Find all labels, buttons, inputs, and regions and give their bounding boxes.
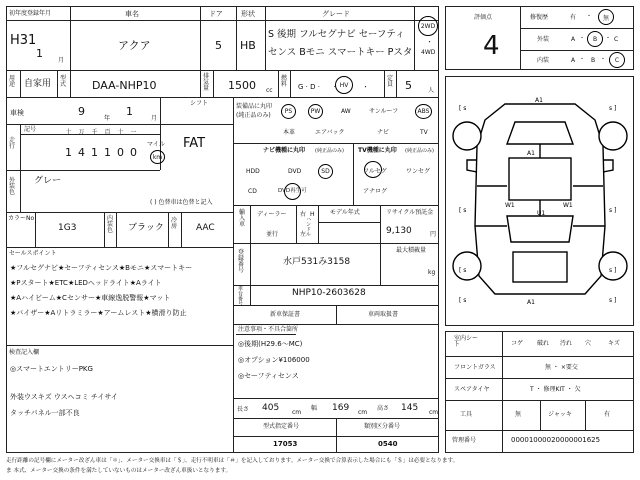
seat-opt-ana: 穴 [585,340,592,347]
equipment-label: 装備品に丸印 [236,103,273,110]
navi-cd: CD [248,188,257,195]
plate-label: 登録番号 [238,249,245,274]
fuel-hv-circle: HV [335,76,353,94]
ext-grade-label: 外装 [537,36,550,43]
drive-4wd: 4WD [421,49,436,56]
tv-oneseg: ワンセグ [406,168,431,175]
sales-points-label: セールスポイント [9,250,57,257]
mileage-label: 走行 [9,137,16,150]
tv-fullseg: フルセグ [363,168,387,175]
mileage-digits: 1 4 1 1 0 0 [65,146,137,159]
equip-navi: ナビ [377,129,390,136]
inspection-month: 1 [126,105,133,118]
seat-opt-yabure: 破れ [537,340,550,347]
inspection-label: 車検 [10,109,24,117]
diagram-mark: s ] [609,267,617,274]
capacity-label: 定員 [387,75,394,88]
model-year-label: モデル年式 [330,209,360,216]
inspection-month-unit: 月 [151,115,158,122]
navi-sub: (純正品のみ) [315,148,344,154]
ext-grade-a: A [571,36,576,43]
model-value: DAA-NHP10 [92,79,157,92]
displacement-unit: cc [266,87,273,94]
mileage-marker: 記号 [24,126,37,133]
drive-2wd-circle: 2WD [418,16,438,36]
mileage-km-circle: km [150,150,165,164]
equip-abs-circle: ABS [415,104,432,119]
shift-value: FAT [183,136,206,151]
control-value: 00001000020000001625 [511,436,601,444]
navi-hdd: HDD [246,168,260,175]
sales-line-1: ★フルセグナビ★セーフティセンス★Bモニ★スマートキー [10,264,193,272]
seat-opt-koge: コゲ [511,340,524,347]
doors-value: 5 [215,39,222,52]
check-line-1: ◎スマートエントリーPKG [10,365,93,373]
name-value: アクア [118,39,151,52]
import-right: 右 [300,211,307,218]
grade-label: グレード [322,10,350,18]
int-grade-c-circle: C [609,52,625,68]
usage-value: 自家用 [24,79,52,89]
capacity-load-unit: kg [428,269,436,276]
shape-value: HB [240,39,256,52]
tv-title: TV機種に丸印 [358,147,397,154]
sales-line-4: ★バイザー★Aリトラミラー★アームレスト★横滑り防止 [10,309,187,317]
inspector-line-3: ◎セーフティセンス [238,372,299,380]
repair-label: 修復歴 [530,14,549,21]
tools-value: 無 [515,411,522,418]
height-value: 145 [401,403,419,413]
grade-line1: S 後期 フルセグナビ セーフティ [268,29,405,40]
footer-line-1: 走行距離の記号欄にメーター改ざん車は「＊」、メーター交換車は「＄」、走行不明車は「＃」を記入しております。メーター交換で合算表示した場合にも「＄」は必要となります。 [6,458,459,464]
seat-opt-kizu: キズ [608,340,620,347]
inspector-line-2: ◎オプション¥106000 [238,356,310,364]
diagram-mark: [ s [459,267,467,274]
capacity-unit: 人 [428,87,435,94]
chassis-label: 車台番号 [238,286,244,307]
recycle-label: リサイクル預託金 [386,209,434,216]
fuel-label: 燃料 [281,75,288,88]
import-left: 左 [300,231,307,238]
spare-label: スペアタイヤ [454,386,490,393]
front-glass-label: フロントガラス [454,364,496,371]
color-code-value: 1G3 [58,223,77,233]
reg-month-unit: 月 [58,57,65,64]
doors-label: ドア [209,10,223,18]
equip-tv: TV [420,129,428,136]
width-unit: cm [358,409,368,416]
warranty-manual: 車両取扱書 [368,311,399,318]
tv-sub: (純正品のみ) [405,148,434,154]
ac-label: 冷房 [171,217,178,230]
length-label: 長さ [237,406,250,413]
reg-year-value: H31 [10,33,37,48]
equipment-sub: (純正品のみ) [236,112,271,119]
reg-month-value: 1 [36,47,43,60]
type-label: 型式指定番号 [263,423,300,430]
name-label: 車名 [125,10,139,18]
diagram-mark: [ s [459,297,467,304]
sales-line-3: ★Aハイビーム★Cセンサー★車線逸脱警報★マット [10,294,171,302]
width-value: 169 [332,403,350,413]
navi-dvd-play: DVD再生可 [278,188,307,194]
class-value: 0540 [378,440,398,448]
jack-value: 有 [604,411,611,418]
recycle-unit: 円 [430,231,437,238]
check-line-3: タッチパネル一部不良 [10,409,80,417]
exterior-label: 外装色 [9,177,16,196]
int-grade-label: 内装 [537,57,550,64]
shift-label: シフト [190,100,209,107]
int-grade-a: A [571,57,576,64]
tv-analog: アナログ [363,188,388,195]
shape-label: 形状 [241,10,255,18]
ext-grade-b-circle: B [587,31,603,47]
class-label: 類別区分番号 [364,423,401,430]
navi-sd-circle: SD [318,164,333,179]
jack-label: ジャッキ [548,411,572,418]
plate-value: 水戸531み3158 [283,257,351,267]
int-grade-b: B [591,57,596,64]
diagram-mark: A1 [527,299,535,306]
ext-grade-c: C [614,36,619,43]
equip-sunroof: サンルーフ [369,108,399,115]
inspector-line-1: ◎後期(H29.6〜MC) [238,340,303,348]
inspector-notes-label: 注意事項・不具合箇所 [238,326,299,333]
capacity-load-label: 最大積載量 [396,247,427,254]
inspection-year: 9 [78,105,85,118]
check-line-2: 外装ウスキズ ウスヘコミ チイサイ [10,393,118,401]
navi-title: ナビ機種に丸印 [263,147,306,154]
inspection-year-unit: 年 [104,115,111,122]
tools-label: 工具 [460,411,473,418]
model-label: 型式 [60,75,67,88]
import-dealer: ディーラー [257,211,287,218]
front-glass-opts: 無 ・ ×要交 [545,364,578,371]
sales-line-2: ★Pスタート★ETC★LEDヘッドライト★Aライト [10,279,162,287]
diagram-mark: U1 [537,210,546,217]
length-value: 405 [262,403,280,413]
navi-dvd: DVD [288,168,302,175]
repair-yes: 有 [570,14,577,21]
score-value: 4 [483,31,500,61]
tv-fullseg-circle [364,161,382,178]
import-parallel: 並行 [266,231,279,238]
diagram-mark: s ] [609,207,617,214]
exterior-value: グレー [34,176,62,186]
width-label: 幅 [311,405,318,412]
color-code-label: カラーNo [8,215,35,222]
control-label: 管理番号 [452,437,477,444]
import-handle: ハンドル [306,217,312,238]
height-label: 高さ [377,405,390,412]
ac-value: AAC [196,223,215,233]
footer-line-2: ま 本式、メーター交換の条件を満たしていないものはメーター改ざん車扱いとなります。 [6,468,232,474]
diagram-mark: A1 [527,150,535,157]
seat-opt-yogore: 汚れ [560,340,573,347]
equip-ps-circle: PS [281,104,296,119]
height-unit: cm [429,409,439,416]
exterior-note: ( ) 色替車は色替と記入 [150,199,213,206]
car-diagram [445,76,634,326]
equip-pw-circle: PW [308,104,323,119]
displacement-value: 1500 [228,79,256,92]
import-handle-mark: H [310,211,315,218]
diagram-mark: s ] [609,297,617,304]
equip-aw: AW [341,108,351,115]
grade-line2: センス Bモニ スマートキー Pスタ [268,47,413,58]
diagram-mark: W1 [563,202,573,209]
diagram-mark: s ] [609,105,617,112]
diagram-mark: [ s [459,207,467,214]
equip-leather: 本革 [283,129,296,136]
interior-seat-label: 室内シート [454,335,479,348]
navi-dvd-play-circle [284,183,301,200]
diagram-mark: A1 [535,97,543,104]
length-unit: cm [292,409,302,416]
recycle-value: 9,130 [386,226,412,236]
capacity-value: 5 [405,79,412,92]
usage-label: 用途 [9,75,16,88]
score-label: 評価点 [474,14,493,21]
displacement-label: 排気量 [203,73,210,92]
chassis-value: NHP10-2603628 [292,288,366,298]
reg-year-label: 初年度登録年月 [9,10,52,17]
diagram-mark: W1 [505,202,515,209]
spare-opts: T ・ 修理KIT ・ 欠 [530,386,581,393]
warranty-new: 新車保証書 [270,311,301,318]
type-value: 17053 [273,440,298,448]
import-label: 輸入車 [239,209,246,228]
check-notes-label: 検査記入欄 [9,349,40,356]
interior-color-value: ブラック [128,223,164,233]
repair-no-circle: 無 [598,9,614,25]
interior-color-label: 内装色 [107,215,114,234]
equip-airbag: エアバック [315,129,345,136]
fuel-options: G · D · · [298,83,336,91]
diagram-mark: [ s [459,105,467,112]
mileage-place-labels: 十 万 千 百 十 一 [65,129,137,136]
mileage-unit-mile: マイル [147,141,165,148]
